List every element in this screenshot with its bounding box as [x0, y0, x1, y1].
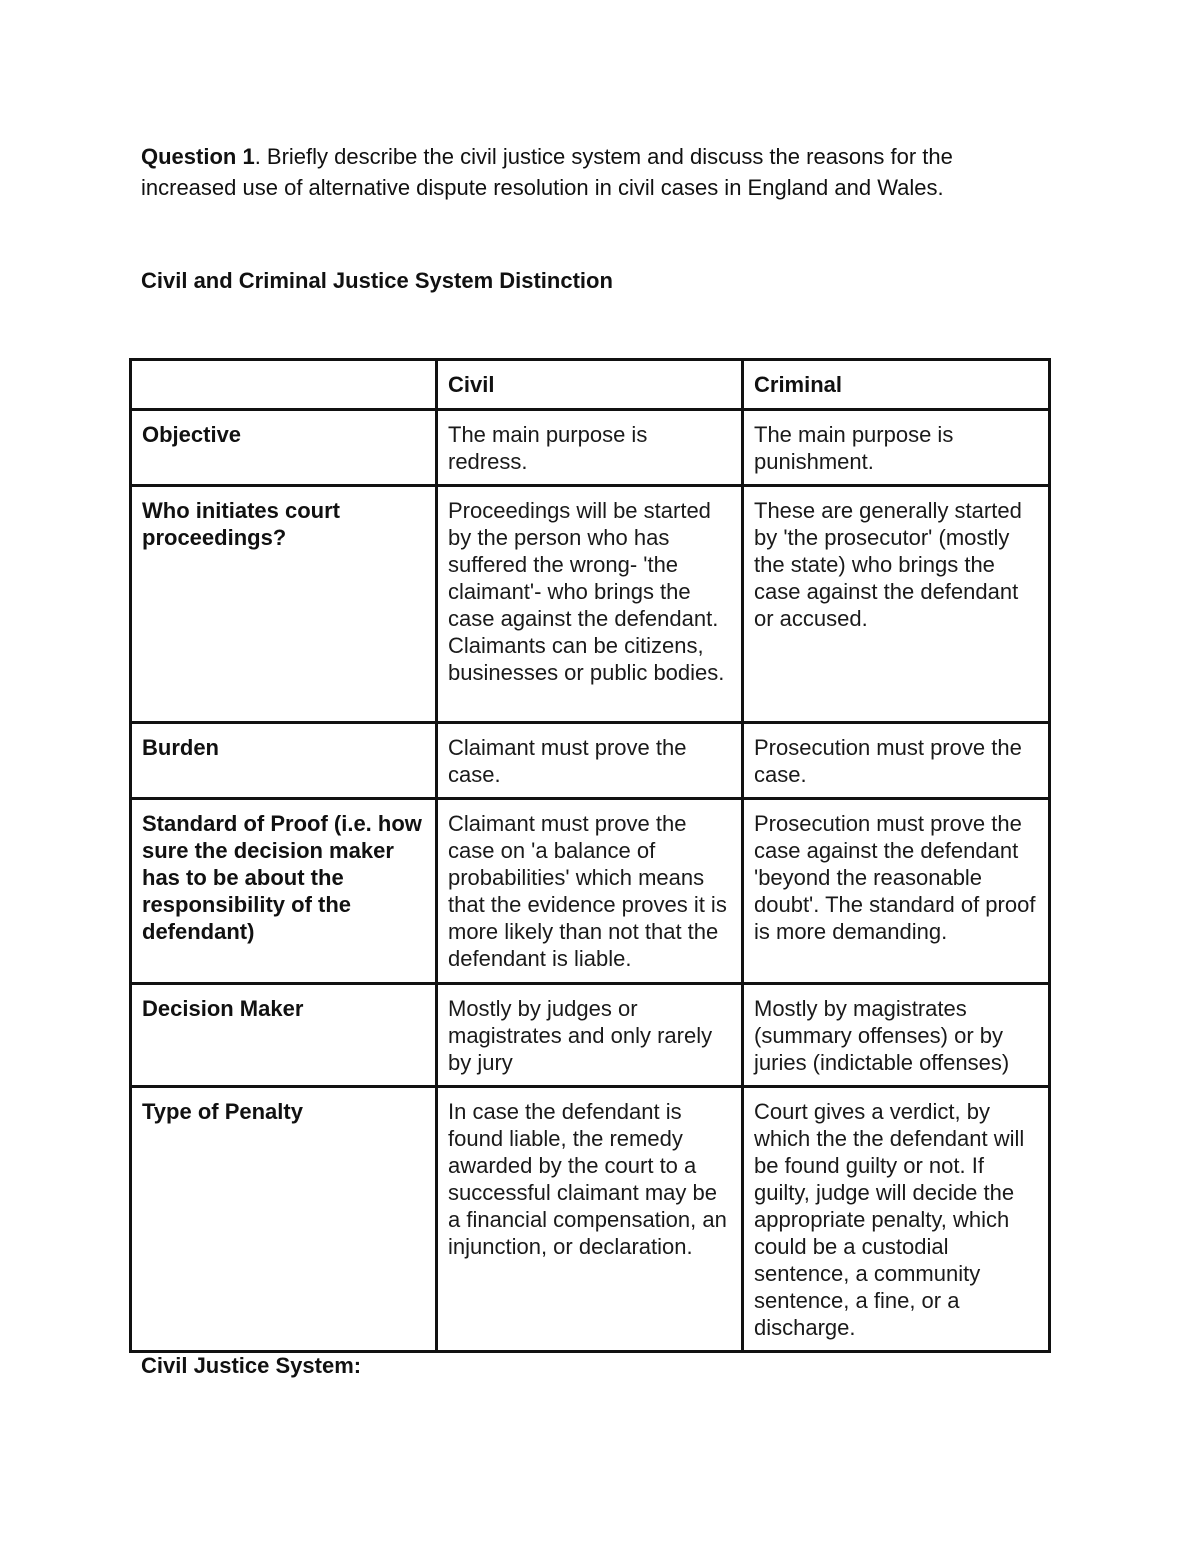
civil-justice-system-heading: Civil Justice System:: [141, 1353, 362, 1378]
distinction-table: [129, 358, 1051, 1353]
row-label: Burden: [131, 723, 437, 799]
civil-cell: The main purpose is redress.: [437, 410, 743, 486]
row-label: Standard of Proof (i.e. how sure the decision maker has to be about the responsibility of the defendant): [131, 799, 437, 984]
civil-cell: In case the defendant is found liable, the remedy awarded by the court to a successful claimant may be a financial compensation, an injunction, or declaration.: [437, 1087, 743, 1352]
table-row: [131, 723, 1050, 799]
header-cell-criminal: Criminal: [743, 360, 1050, 410]
civil-cell: Proceedings will be started by the person who has suffered the wrong- 'the claimant'- who brings the case against the defendant. Claimants can be citizens, businesses or public bodies.: [437, 486, 743, 723]
question-text: . Briefly describe the civil justice system and discuss the reasons for the increased use of alternative dispute resolution in civil cases in England and Wales.: [141, 144, 953, 200]
header-cell-civil: Civil: [437, 360, 743, 410]
criminal-cell: Prosecution must prove the case.: [743, 723, 1050, 799]
question-label: Question 1: [141, 144, 255, 169]
table-row: [131, 486, 1050, 723]
header-cell-empty: [131, 360, 437, 410]
table-row: [131, 799, 1050, 984]
row-label: Objective: [131, 410, 437, 486]
table-row: [131, 1087, 1050, 1352]
civil-cell: Mostly by judges or magistrates and only rarely by jury: [437, 984, 743, 1087]
criminal-cell: These are generally started by 'the prosecutor' (mostly the state) who brings the case against the defendant or accused.: [743, 486, 1050, 723]
row-label: Decision Maker: [131, 984, 437, 1087]
row-label: Type of Penalty: [131, 1087, 437, 1352]
criminal-cell: The main purpose is punishment.: [743, 410, 1050, 486]
criminal-cell: Prosecution must prove the case against the defendant 'beyond the reasonable doubt'. The standard of proof is more demanding.: [743, 799, 1050, 984]
question-paragraph: [141, 141, 1041, 203]
row-label: Who initiates court proceedings?: [131, 486, 437, 723]
table-row: [131, 410, 1050, 486]
civil-cell: Claimant must prove the case on 'a balance of probabilities' which means that the evidence proves it is more likely than not that the defendant is liable.: [437, 799, 743, 984]
criminal-cell: Court gives a verdict, by which the the defendant will be found guilty or not. If guilty, judge will decide the appropriate penalty, which could be a custodial sentence, a community sentence, a fine, or a discharge.: [743, 1087, 1050, 1352]
section-heading: Civil and Criminal Justice System Distinction: [141, 268, 613, 293]
criminal-cell: Mostly by magistrates (summary offenses) or by juries (indictable offenses): [743, 984, 1050, 1087]
table-row: [131, 984, 1050, 1087]
civil-cell: Claimant must prove the case.: [437, 723, 743, 799]
table-header-row: [131, 360, 1050, 410]
